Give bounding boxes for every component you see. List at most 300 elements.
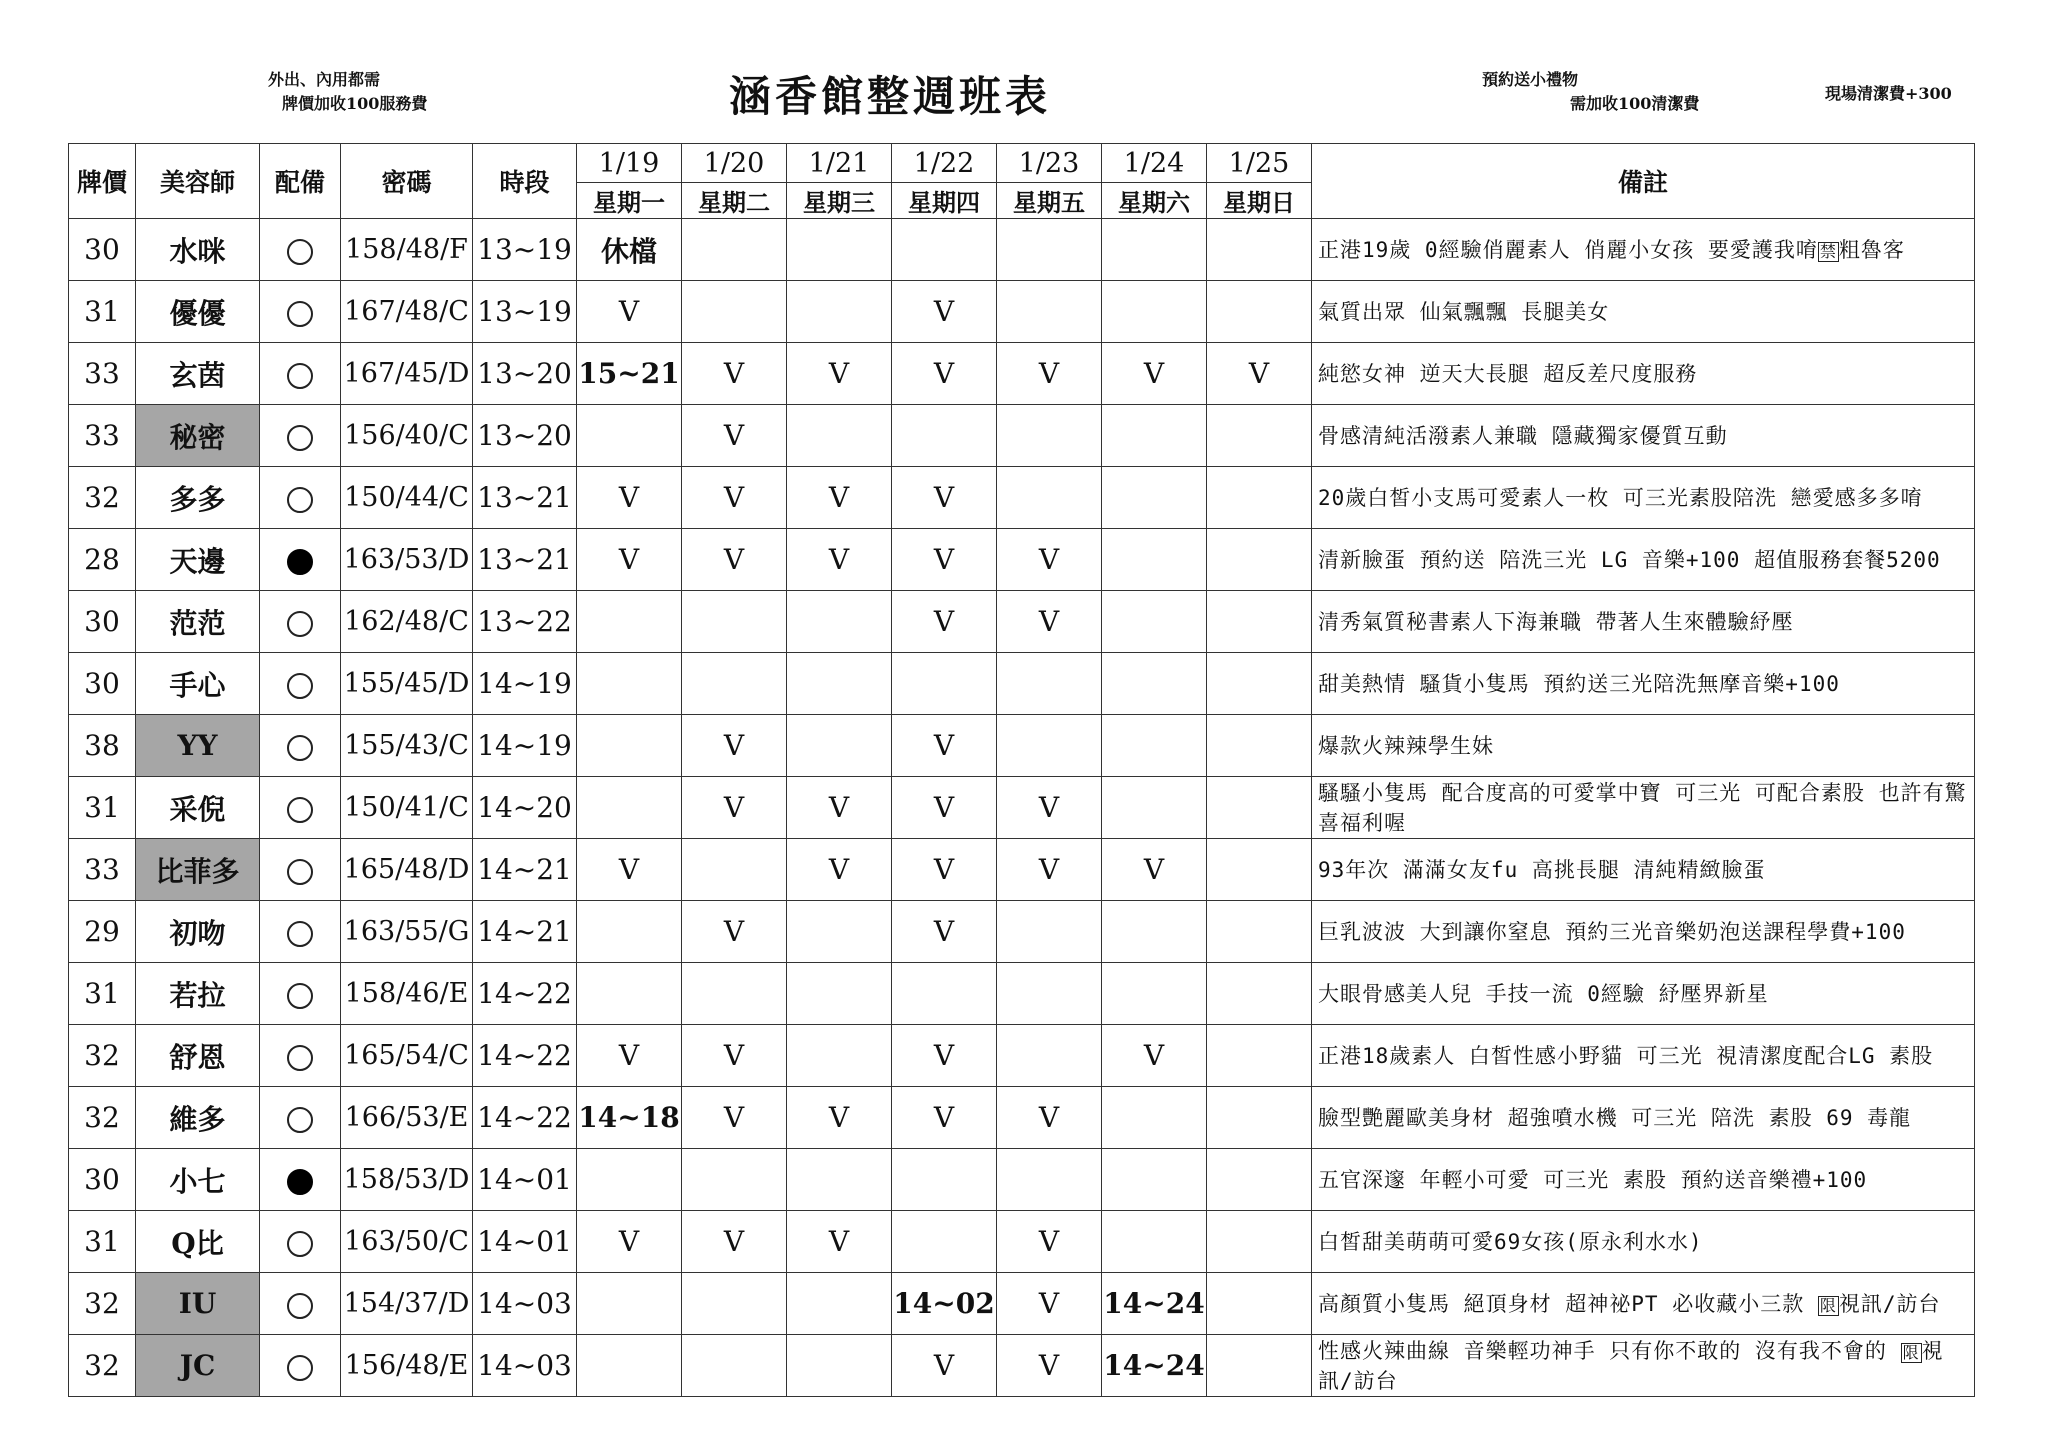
open-circle-icon [287, 1231, 313, 1257]
schedule-cell [892, 405, 997, 467]
open-circle-icon [287, 425, 313, 451]
schedule-cell: V [787, 467, 892, 529]
schedule-cell: 14~24 [1102, 1335, 1207, 1397]
table-row [69, 529, 1975, 591]
schedule-cell [1207, 1025, 1312, 1087]
schedule-cell [1102, 777, 1207, 839]
equipment-cell [260, 901, 341, 963]
schedule-cell [1207, 281, 1312, 343]
open-circle-icon [287, 735, 313, 761]
schedule-cell [577, 1335, 682, 1397]
col-header-hours: 時段 [473, 144, 577, 219]
schedule-cell [1102, 281, 1207, 343]
schedule-cell [577, 653, 682, 715]
col-header-weekday: 星期四 [892, 183, 997, 219]
schedule-cell [1102, 1087, 1207, 1149]
password-cell: 163/53/D [341, 529, 473, 591]
table-row [69, 405, 1975, 467]
schedule-cell: V [997, 1211, 1102, 1273]
price-cell: 31 [69, 281, 136, 343]
remark-cell: 氣質出眾 仙氣飄飄 長腿美女 [1312, 281, 1975, 343]
schedule-cell: 14~24 [1102, 1273, 1207, 1335]
schedule-cell: V [682, 343, 787, 405]
beautician-name: 水咪 [136, 219, 260, 281]
price-cell: 30 [69, 1149, 136, 1211]
remark-cell: 白皙甜美萌萌可愛69女孩(原永利水水) [1312, 1211, 1975, 1273]
filled-circle-icon [287, 549, 313, 575]
table-row [69, 1273, 1975, 1335]
password-cell: 158/48/F [341, 219, 473, 281]
beautician-name: 玄茵 [136, 343, 260, 405]
beautician-name: 舒恩 [136, 1025, 260, 1087]
hours-cell: 13~19 [473, 219, 577, 281]
schedule-cell [1207, 1149, 1312, 1211]
equipment-cell [260, 467, 341, 529]
hours-cell: 14~01 [473, 1149, 577, 1211]
schedule-cell: V [577, 529, 682, 591]
equipment-cell [260, 343, 341, 405]
schedule-cell: V [892, 591, 997, 653]
hours-cell: 14~19 [473, 715, 577, 777]
schedule-cell [892, 963, 997, 1025]
boxed-marker: 限 [1819, 1295, 1837, 1315]
schedule-cell [1207, 405, 1312, 467]
schedule-cell [787, 281, 892, 343]
schedule-cell: 14~02 [892, 1273, 997, 1335]
header-note-mid-line1: 預約送小禮物 [1482, 70, 1579, 89]
schedule-cell [1207, 467, 1312, 529]
schedule-cell [892, 653, 997, 715]
password-cell: 156/48/E [341, 1335, 473, 1397]
col-header-password: 密碼 [341, 144, 473, 219]
schedule-cell [682, 1273, 787, 1335]
beautician-name: 比菲多 [136, 839, 260, 901]
schedule-cell [892, 1211, 997, 1273]
price-cell: 32 [69, 1087, 136, 1149]
remark-cell: 臉型艷麗歐美身材 超強噴水機 可三光 陪洗 素股 69 毒龍 [1312, 1087, 1975, 1149]
schedule-cell: V [997, 529, 1102, 591]
price-cell: 31 [69, 963, 136, 1025]
col-header-date: 1/24 [1102, 144, 1207, 183]
table-row [69, 1149, 1975, 1211]
price-cell: 38 [69, 715, 136, 777]
schedule-cell: V [997, 1335, 1102, 1397]
schedule-cell [1102, 529, 1207, 591]
table-row [69, 839, 1975, 901]
open-circle-icon [287, 1355, 313, 1381]
schedule-cell [682, 1335, 787, 1397]
beautician-name: 天邊 [136, 529, 260, 591]
password-cell: 167/48/C [341, 281, 473, 343]
schedule-cell [577, 901, 682, 963]
schedule-cell [997, 653, 1102, 715]
remark-cell: 清新臉蛋 預約送 陪洗三光 LG 音樂+100 超值服務套餐5200 [1312, 529, 1975, 591]
password-cell: 150/44/C [341, 467, 473, 529]
price-cell: 31 [69, 1211, 136, 1273]
schedule-cell [1102, 405, 1207, 467]
hours-cell: 14~21 [473, 901, 577, 963]
hours-cell: 14~22 [473, 963, 577, 1025]
schedule-cell [892, 1149, 997, 1211]
remark-cell: 93年次 滿滿女友fu 高挑長腿 清純精緻臉蛋 [1312, 839, 1975, 901]
schedule-cell: V [1207, 343, 1312, 405]
remark-cell: 高顏質小隻馬 絕頂身材 超神祕PT 必收藏小三款 限視訊/訪台 [1312, 1273, 1975, 1335]
schedule-cell [682, 653, 787, 715]
schedule-cell: V [1102, 839, 1207, 901]
schedule-cell [1102, 219, 1207, 281]
schedule-cell: 15~21 [577, 343, 682, 405]
price-cell: 33 [69, 343, 136, 405]
table-row [69, 219, 1975, 281]
remark-cell: 純慾女神 逆天大長腿 超反差尺度服務 [1312, 343, 1975, 405]
remark-cell: 骨感清純活潑素人兼職 隱藏獨家優質互動 [1312, 405, 1975, 467]
hours-cell: 14~03 [473, 1335, 577, 1397]
equipment-cell [260, 1025, 341, 1087]
beautician-name: IU [136, 1273, 260, 1335]
password-cell: 167/45/D [341, 343, 473, 405]
schedule-cell: V [997, 1087, 1102, 1149]
equipment-cell [260, 1335, 341, 1397]
hours-cell: 14~21 [473, 839, 577, 901]
table-row [69, 281, 1975, 343]
col-header-date: 1/23 [997, 144, 1102, 183]
beautician-name: 優優 [136, 281, 260, 343]
password-cell: 150/41/C [341, 777, 473, 839]
col-header-weekday: 星期日 [1207, 183, 1312, 219]
schedule-cell: V [682, 715, 787, 777]
header-note-mid-line2: 需加收100清潔費 [1570, 94, 1700, 113]
open-circle-icon [287, 1107, 313, 1133]
open-circle-icon [287, 611, 313, 637]
schedule-cell [577, 591, 682, 653]
col-header-price: 牌價 [69, 144, 136, 219]
schedule-cell [1102, 901, 1207, 963]
schedule-cell [1207, 839, 1312, 901]
equipment-cell [260, 591, 341, 653]
schedule-cell [577, 715, 682, 777]
schedule-cell: V [682, 405, 787, 467]
beautician-name: 維多 [136, 1087, 260, 1149]
schedule-cell [1207, 1335, 1312, 1397]
open-circle-icon [287, 487, 313, 513]
schedule-cell: V [997, 1273, 1102, 1335]
schedule-cell: V [892, 343, 997, 405]
schedule-cell: V [997, 343, 1102, 405]
equipment-cell [260, 963, 341, 1025]
schedule-cell: V [997, 839, 1102, 901]
password-cell: 165/48/D [341, 839, 473, 901]
beautician-name: 多多 [136, 467, 260, 529]
schedule-cell [682, 219, 787, 281]
schedule-body [69, 219, 1975, 1397]
schedule-cell: 休檔 [577, 219, 682, 281]
beautician-name: 采倪 [136, 777, 260, 839]
schedule-cell [577, 963, 682, 1025]
password-cell: 166/53/E [341, 1087, 473, 1149]
col-header-date: 1/21 [787, 144, 892, 183]
schedule-cell: V [892, 777, 997, 839]
page-title-text: 涵香館整週班表 [728, 72, 1051, 121]
schedule-cell [577, 1149, 682, 1211]
table-row [69, 777, 1975, 839]
schedule-cell: V [1102, 1025, 1207, 1087]
table-row [69, 901, 1975, 963]
schedule-cell: V [577, 1025, 682, 1087]
schedule-cell [1207, 219, 1312, 281]
open-circle-icon [287, 1045, 313, 1071]
equipment-cell [260, 1149, 341, 1211]
equipment-cell [260, 715, 341, 777]
equipment-cell [260, 653, 341, 715]
beautician-name: JC [136, 1335, 260, 1397]
schedule-cell [577, 1273, 682, 1335]
table-row [69, 653, 1975, 715]
hours-cell: 13~22 [473, 591, 577, 653]
open-circle-icon [287, 1293, 313, 1319]
hours-cell: 14~19 [473, 653, 577, 715]
schedule-cell [682, 963, 787, 1025]
equipment-cell [260, 1087, 341, 1149]
schedule-cell [682, 839, 787, 901]
schedule-cell [577, 777, 682, 839]
schedule-cell [1207, 777, 1312, 839]
schedule-cell: 14~18 [577, 1087, 682, 1149]
boxed-marker: 限 [1902, 1342, 1920, 1362]
col-header-weekday: 星期三 [787, 183, 892, 219]
schedule-cell: V [682, 1211, 787, 1273]
col-header-date: 1/25 [1207, 144, 1312, 183]
beautician-name: Q比 [136, 1211, 260, 1273]
schedule-cell: V [892, 1335, 997, 1397]
price-cell: 33 [69, 405, 136, 467]
password-cell: 155/43/C [341, 715, 473, 777]
password-cell: 162/48/C [341, 591, 473, 653]
schedule-cell: V [892, 529, 997, 591]
schedule-cell [1207, 591, 1312, 653]
schedule-cell: V [892, 281, 997, 343]
schedule-cell: V [892, 901, 997, 963]
schedule-cell: V [577, 467, 682, 529]
schedule-cell [892, 219, 997, 281]
hours-cell: 14~20 [473, 777, 577, 839]
schedule-cell: V [682, 1087, 787, 1149]
password-cell: 158/53/D [341, 1149, 473, 1211]
schedule-cell: V [577, 281, 682, 343]
schedule-cell [682, 1149, 787, 1211]
col-header-date: 1/22 [892, 144, 997, 183]
col-header-date: 1/19 [577, 144, 682, 183]
schedule-cell [787, 1025, 892, 1087]
equipment-cell [260, 777, 341, 839]
hours-cell: 13~19 [473, 281, 577, 343]
schedule-cell: V [682, 777, 787, 839]
schedule-cell [997, 467, 1102, 529]
password-cell: 163/50/C [341, 1211, 473, 1273]
schedule-cell: V [892, 839, 997, 901]
schedule-cell [1102, 1211, 1207, 1273]
header-note-mid [1482, 68, 1699, 116]
schedule-cell: V [892, 1087, 997, 1149]
price-cell: 32 [69, 1273, 136, 1335]
schedule-cell [997, 1025, 1102, 1087]
remark-cell: 正港19歲 0經驗俏麗素人 俏麗小女孩 要愛護我唷 禁粗魯客 [1312, 219, 1975, 281]
equipment-cell [260, 1211, 341, 1273]
schedule-cell [1102, 963, 1207, 1025]
col-header-remarks: 備註 [1312, 144, 1975, 219]
beautician-name: 范范 [136, 591, 260, 653]
remark-cell: 正港18歲素人 白皙性感小野貓 可三光 視清潔度配合LG 素股 [1312, 1025, 1975, 1087]
schedule-cell [1207, 529, 1312, 591]
schedule-cell: V [787, 343, 892, 405]
schedule-cell [1207, 715, 1312, 777]
equipment-cell [260, 219, 341, 281]
table-row [69, 1335, 1975, 1397]
open-circle-icon [287, 921, 313, 947]
beautician-name: 若拉 [136, 963, 260, 1025]
hours-cell: 14~03 [473, 1273, 577, 1335]
schedule-cell [1102, 467, 1207, 529]
price-cell: 30 [69, 591, 136, 653]
schedule-cell [787, 405, 892, 467]
beautician-name: 小七 [136, 1149, 260, 1211]
schedule-cell: V [682, 529, 787, 591]
price-cell: 32 [69, 1335, 136, 1397]
header-note-left-line1: 外出、內用都需 [268, 70, 381, 89]
col-header-weekday: 星期一 [577, 183, 682, 219]
schedule-cell [997, 219, 1102, 281]
col-header-weekday: 星期二 [682, 183, 787, 219]
hours-cell: 13~20 [473, 343, 577, 405]
hours-cell: 13~20 [473, 405, 577, 467]
price-cell: 28 [69, 529, 136, 591]
schedule-cell [1102, 653, 1207, 715]
remark-cell: 清秀氣質秘書素人下海兼職 帶著人生來體驗紓壓 [1312, 591, 1975, 653]
schedule-cell: V [787, 529, 892, 591]
schedule-cell: V [787, 1211, 892, 1273]
col-header-weekday: 星期六 [1102, 183, 1207, 219]
schedule-cell: V [682, 1025, 787, 1087]
schedule-cell: V [997, 591, 1102, 653]
open-circle-icon [287, 673, 313, 699]
table-row [69, 1025, 1975, 1087]
schedule-cell [997, 405, 1102, 467]
filled-circle-icon [287, 1169, 313, 1195]
boxed-marker: 禁 [1819, 241, 1837, 261]
schedule-cell: V [787, 839, 892, 901]
schedule-cell [997, 901, 1102, 963]
schedule-cell [1207, 653, 1312, 715]
beautician-name: 秘密 [136, 405, 260, 467]
col-header-equipment: 配備 [260, 144, 341, 219]
open-circle-icon [287, 797, 313, 823]
price-cell: 30 [69, 219, 136, 281]
schedule-cell: V [892, 467, 997, 529]
price-cell: 32 [69, 467, 136, 529]
price-cell: 33 [69, 839, 136, 901]
beautician-name: 手心 [136, 653, 260, 715]
schedule-cell [997, 1149, 1102, 1211]
open-circle-icon [287, 363, 313, 389]
col-header-date: 1/20 [682, 144, 787, 183]
schedule-table [68, 143, 1975, 1397]
table-row [69, 1211, 1975, 1273]
remark-cell: 20歲白皙小支馬可愛素人一枚 可三光素股陪洗 戀愛感多多唷 [1312, 467, 1975, 529]
schedule-cell [1102, 715, 1207, 777]
schedule-cell [682, 591, 787, 653]
schedule-cell [997, 715, 1102, 777]
password-cell: 156/40/C [341, 405, 473, 467]
schedule-cell [997, 281, 1102, 343]
header-note-right: 現場清潔費+300 [1825, 84, 1952, 103]
table-row [69, 1087, 1975, 1149]
col-header-beautician: 美容師 [136, 144, 260, 219]
table-row [69, 715, 1975, 777]
price-cell: 30 [69, 653, 136, 715]
header-row-dates [69, 144, 1975, 183]
remark-cell: 甜美熱情 騷貨小隻馬 預約送三光陪洗無摩音樂+100 [1312, 653, 1975, 715]
password-cell: 154/37/D [341, 1273, 473, 1335]
schedule-cell [787, 1273, 892, 1335]
remark-cell: 巨乳波波 大到讓你窒息 預約三光音樂奶泡送課程學費+100 [1312, 901, 1975, 963]
password-cell: 163/55/G [341, 901, 473, 963]
password-cell: 158/46/E [341, 963, 473, 1025]
price-cell: 32 [69, 1025, 136, 1087]
schedule-cell [1207, 901, 1312, 963]
beautician-name: YY [136, 715, 260, 777]
schedule-cell: V [787, 1087, 892, 1149]
schedule-cell [682, 281, 787, 343]
open-circle-icon [287, 301, 313, 327]
schedule-cell [1102, 1149, 1207, 1211]
schedule-cell: V [577, 1211, 682, 1273]
password-cell: 165/54/C [341, 1025, 473, 1087]
header-note-left-line2: 牌價加收100服務費 [282, 94, 428, 113]
equipment-cell [260, 839, 341, 901]
password-cell: 155/45/D [341, 653, 473, 715]
schedule-cell: V [1102, 343, 1207, 405]
schedule-cell [1102, 591, 1207, 653]
hours-cell: 14~01 [473, 1211, 577, 1273]
hours-cell: 14~22 [473, 1025, 577, 1087]
schedule-cell [787, 963, 892, 1025]
open-circle-icon [287, 239, 313, 265]
schedule-cell [1207, 1211, 1312, 1273]
beautician-name: 初吻 [136, 901, 260, 963]
schedule-cell [787, 591, 892, 653]
schedule-cell [787, 653, 892, 715]
schedule-cell: V [682, 901, 787, 963]
equipment-cell [260, 281, 341, 343]
table-row [69, 343, 1975, 405]
open-circle-icon [287, 859, 313, 885]
price-cell: 31 [69, 777, 136, 839]
equipment-cell [260, 529, 341, 591]
remark-cell: 騷騷小隻馬 配合度高的可愛掌中寶 可三光 可配合素股 也許有驚喜福利喔 [1312, 777, 1975, 839]
schedule-cell [787, 1335, 892, 1397]
schedule-cell [1207, 963, 1312, 1025]
hours-cell: 13~21 [473, 467, 577, 529]
table-row [69, 963, 1975, 1025]
schedule-cell [787, 219, 892, 281]
schedule-cell [787, 901, 892, 963]
table-row [69, 591, 1975, 653]
schedule-cell: V [787, 777, 892, 839]
schedule-cell [787, 1149, 892, 1211]
schedule-cell [997, 963, 1102, 1025]
schedule-cell: V [892, 1025, 997, 1087]
open-circle-icon [287, 983, 313, 1009]
schedule-cell: V [892, 715, 997, 777]
